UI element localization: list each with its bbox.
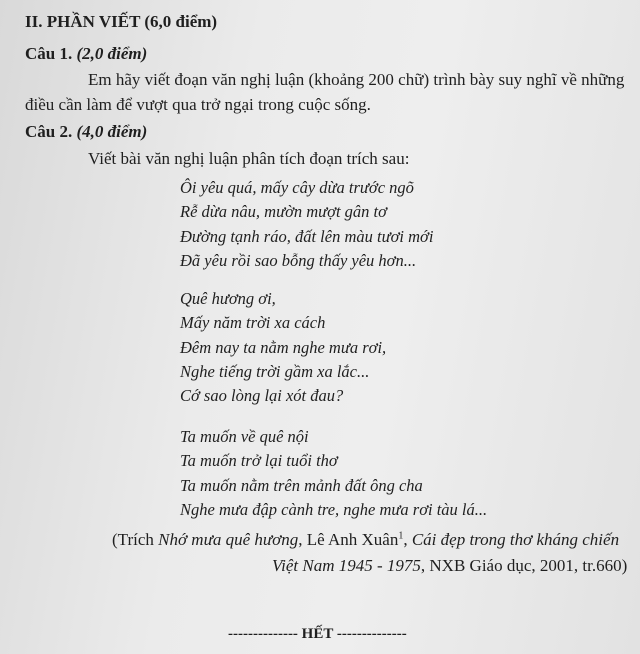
poem-line: Nghe tiếng trời gầm xa lắc... — [180, 362, 370, 381]
question-1-text-line-2: điều cần làm để vượt qua trở ngại trong cuộc sống. — [25, 95, 371, 114]
question-1-label: Câu 1. — [25, 44, 73, 63]
question-1-heading — [25, 44, 147, 64]
citation-footnote: 1 — [398, 530, 404, 542]
poem-line: Mấy năm trời xa cách — [180, 313, 326, 332]
poem-line: Nghe mưa đập cành tre, nghe mưa rơi tàu lá... — [180, 500, 488, 519]
citation-separator: , — [403, 530, 412, 549]
question-2-points: (4,0 điểm) — [76, 122, 148, 141]
poem-line: Đã yêu rồi sao bỗng thấy yêu hơn... — [180, 251, 417, 270]
question-2-instruction: Viết bài văn nghị luận phân tích đoạn trích sau: — [88, 149, 410, 168]
citation-publisher: , NXB Giáo dục, 2001, tr.660) — [420, 556, 628, 575]
question-2-label: Câu 2. — [25, 122, 73, 141]
poem-line: Đường tạnh ráo, đất lên màu tươi mới — [180, 227, 434, 246]
end-marker: -------------- HẾT -------------- — [228, 626, 407, 642]
citation-book-title-part-1: Cái đẹp trong thơ kháng chiến — [411, 530, 620, 549]
citation-open: (Trích — [112, 530, 159, 549]
poem-line: Đêm nay ta nằm nghe mưa rơi, — [180, 338, 387, 357]
poem-line: Rễ dừa nâu, mườn mượt gân tơ — [180, 202, 387, 221]
citation-book-title-part-2: Việt Nam 1945 - 1975 — [272, 556, 421, 575]
question-2-heading — [25, 122, 147, 142]
section-title: II. PHẦN VIẾT (6,0 điểm) — [25, 12, 218, 31]
citation-line-2 — [272, 556, 627, 576]
question-1-text-line-1: Em hãy viết đoạn văn nghị luận (khoảng 200 chữ) trình bày suy nghĩ về những — [88, 70, 625, 89]
citation-poem-title: Nhớ mưa quê hương — [158, 530, 299, 549]
poem-line: Ôi yêu quá, mấy cây dừa trước ngõ — [180, 178, 414, 197]
question-1-points: (2,0 điểm) — [76, 44, 148, 63]
citation-line-1 — [112, 530, 619, 550]
citation-author: , Lê Anh Xuân — [298, 530, 399, 549]
poem-line: Ta muốn về quê nội — [180, 427, 309, 446]
poem-line: Ta muốn nằm trên mảnh đất ông cha — [180, 476, 423, 495]
poem-line: Quê hương ơi, — [180, 289, 276, 308]
poem-line: Cớ sao lòng lại xót đau? — [180, 386, 344, 405]
poem-line: Ta muốn trở lại tuổi thơ — [180, 451, 338, 470]
